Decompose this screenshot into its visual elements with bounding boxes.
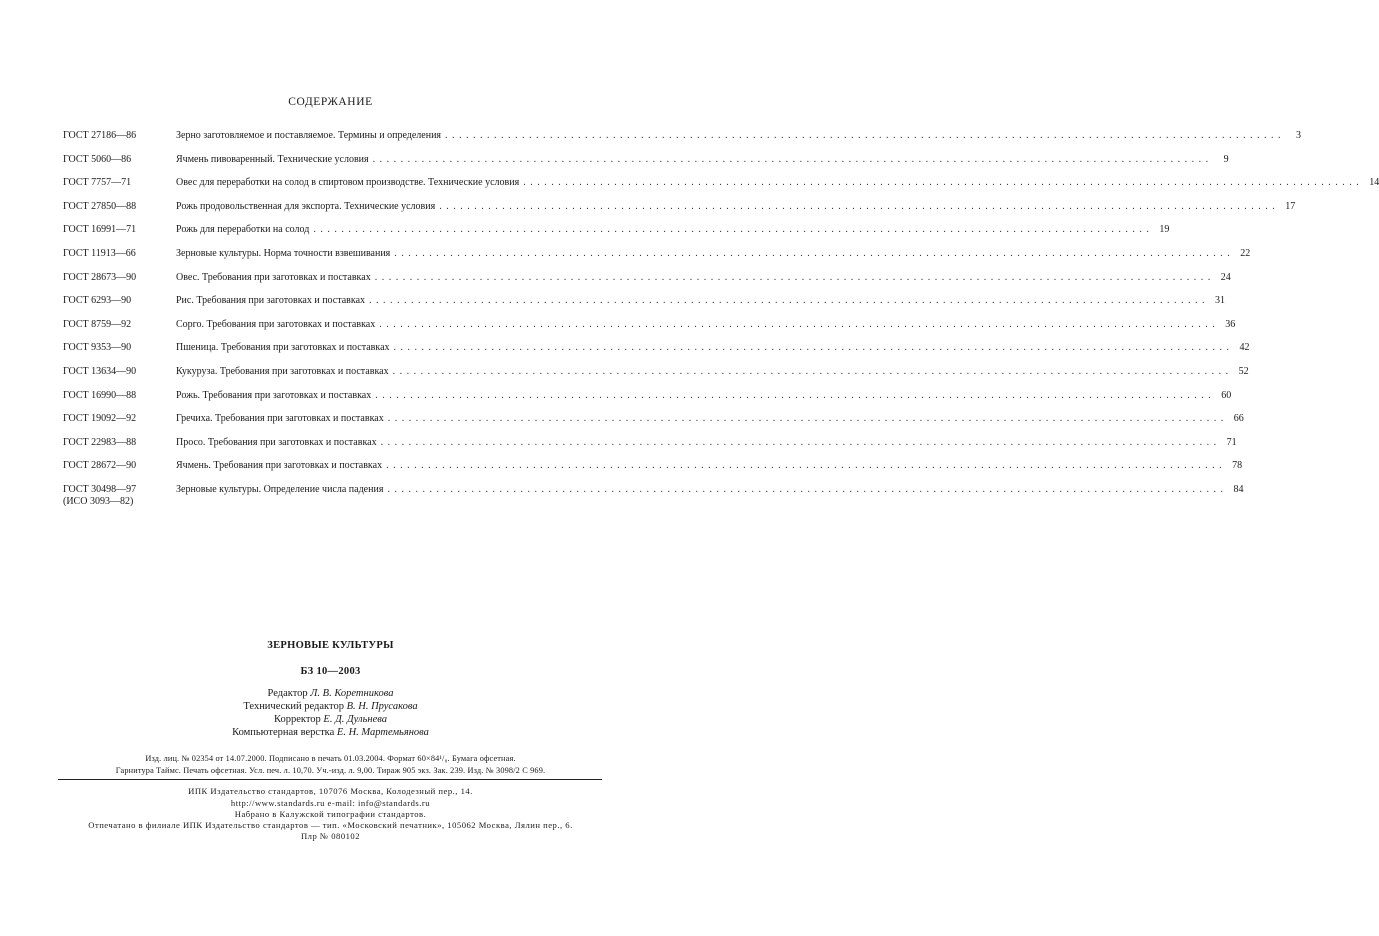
standard-title: Пшеница. Требования при заготовках и поставках: [176, 342, 390, 353]
publication-title: ЗЕРНОВЫЕ КУЛЬТУРЫ: [267, 640, 394, 651]
standard-code: ГОСТ 22983—88: [63, 437, 137, 448]
credit-role: Технический редактор: [243, 701, 344, 712]
standard-title: Рожь продовольственная для экспорта. Технические условия: [176, 201, 436, 212]
publisher-address: ИПК Издательство стандартов, 107076 Москва, Колодезный пер., 14.: [188, 786, 473, 796]
standard-code: ГОСТ 30498—97: [63, 484, 137, 495]
page-number: 36: [1225, 319, 1236, 330]
page-number: 60: [1221, 390, 1232, 401]
standard-title: Зерновые культуры. Норма точности взвешивания: [176, 248, 391, 259]
dot-leader: ........................................................................................................................: [372, 154, 1213, 165]
dot-leader: ........................................................................................................................: [369, 295, 1210, 306]
standard-code-alt: (ИСО 3093—82): [63, 496, 134, 507]
imprint-line-2: Гарнитура Таймс. Печать офсетная. Усл. печ. л. 10,70. Уч.-изд. л. 9,00. Тираж 905 экз. Зак. 239. Изд. № 3098/2 С 969.: [115, 766, 546, 775]
standard-code: ГОСТ 5060—86: [63, 154, 132, 165]
typeset-note: Набрано в Калужской типографии стандартов.: [234, 809, 427, 819]
standard-title: Зерновые культуры. Определение числа падения: [176, 484, 384, 495]
standard-title: Зерно заготовляемое и поставляемое. Термины и определения: [176, 130, 442, 141]
standard-title: Овес. Требования при заготовках и поставках: [176, 272, 371, 283]
standard-title: Ячмень пивоваренный. Технические условия: [176, 154, 369, 165]
page-number: 3: [1296, 130, 1302, 141]
dot-leader: ........................................................................................................................: [445, 130, 1286, 141]
credit-tech-editor: [0, 701, 661, 713]
standard-code: ГОСТ 27186—86: [63, 130, 137, 141]
credit-layout: [0, 727, 661, 739]
standard-title: Гречиха. Требования при заготовках и поставках: [176, 413, 384, 424]
dot-leader: ........................................................................................................................: [392, 366, 1233, 377]
divider: [58, 779, 602, 780]
page-number: 66: [1233, 413, 1244, 424]
standard-code: ГОСТ 11913—66: [63, 248, 136, 259]
dot-leader: ........................................................................................................................: [523, 177, 1364, 188]
standard-title: Рис. Требования при заготовках и поставках: [176, 295, 366, 306]
standard-title: Ячмень. Требования при заготовках и поставках: [176, 460, 383, 471]
standard-code: ГОСТ 9353—90: [63, 342, 132, 353]
credit-name: Е. Д. Дульнева: [323, 714, 388, 725]
credit-proofreader: [0, 714, 661, 726]
page-number: 52: [1238, 366, 1249, 377]
publisher-web: http://www.standards.ru e-mail: info@standards.ru: [230, 798, 431, 808]
standard-title: Рожь. Требования при заготовках и поставках: [176, 390, 372, 401]
credit-name: Е. Н. Мартемьянова: [336, 727, 429, 738]
publication-index: БЗ 10—2003: [300, 666, 361, 677]
page-number: 9: [1223, 154, 1229, 165]
standard-title: Сорго. Требования при заготовках и поставках: [176, 319, 376, 330]
credit-editor: [0, 688, 661, 700]
dot-leader: ........................................................................................................................: [387, 484, 1228, 495]
dot-leader: ........................................................................................................................: [374, 272, 1215, 283]
license-number: Плр № 080102: [300, 831, 361, 841]
standard-code: ГОСТ 7757—71: [63, 177, 132, 188]
page-number: 24: [1220, 272, 1231, 283]
standard-code: ГОСТ 13634—90: [63, 366, 137, 377]
dot-leader: ........................................................................................................................: [387, 413, 1228, 424]
standard-code: ГОСТ 27850—88: [63, 201, 137, 212]
page-number: 14: [1369, 177, 1379, 188]
imprint-line-1: Изд. лиц. № 02354 от 14.07.2000. Подписано в печать 01.03.2004. Формат 60×84¹/₈. Бумага офсетная.: [145, 754, 516, 763]
page-number: 17: [1285, 201, 1296, 212]
dot-leader: ........................................................................................................................: [313, 224, 1154, 235]
standard-code: ГОСТ 28672—90: [63, 460, 137, 471]
standard-title: Овес для переработки на солод в спиртовом производстве. Технические условия: [176, 177, 520, 188]
standard-code: ГОСТ 16990—88: [63, 390, 137, 401]
page-number: 71: [1226, 437, 1237, 448]
standard-title: Просо. Требования при заготовках и поставках: [176, 437, 377, 448]
credit-name: Л. В. Коретникова: [310, 688, 394, 699]
standard-code: ГОСТ 19092—92: [63, 413, 137, 424]
printed-note: Отпечатано в филиале ИПК Издательство стандартов — тип. «Московский печатник», 105062 Москва, Лялин пер., 6.: [88, 820, 573, 830]
dot-leader: ........................................................................................................................: [393, 342, 1234, 353]
dot-leader: ........................................................................................................................: [379, 319, 1220, 330]
page-number: 22: [1240, 248, 1251, 259]
page-number: 84: [1233, 484, 1244, 495]
page-number: 78: [1232, 460, 1243, 471]
contents-heading: СОДЕРЖАНИЕ: [288, 96, 373, 108]
standard-title: Рожь для переработки на солод: [176, 224, 310, 235]
dot-leader: ........................................................................................................................: [439, 201, 1280, 212]
credit-role: Корректор: [273, 714, 321, 725]
standard-code: ГОСТ 6293—90: [63, 295, 132, 306]
credit-role: Компьютерная верстка: [232, 727, 335, 738]
dot-leader: ........................................................................................................................: [394, 248, 1235, 259]
standard-code: ГОСТ 8759—92: [63, 319, 132, 330]
dot-leader: ........................................................................................................................: [375, 390, 1216, 401]
dot-leader: ........................................................................................................................: [380, 437, 1221, 448]
dot-leader: ........................................................................................................................: [386, 460, 1227, 471]
standard-title: Кукуруза. Требования при заготовках и поставках: [176, 366, 389, 377]
credit-role: Редактор: [267, 688, 308, 699]
page-number: 42: [1239, 342, 1250, 353]
standard-code: ГОСТ 28673—90: [63, 272, 137, 283]
credit-name: В. Н. Прусакова: [346, 701, 418, 712]
standard-code: ГОСТ 16991—71: [63, 224, 137, 235]
page-number: 31: [1215, 295, 1226, 306]
page-number: 19: [1159, 224, 1170, 235]
